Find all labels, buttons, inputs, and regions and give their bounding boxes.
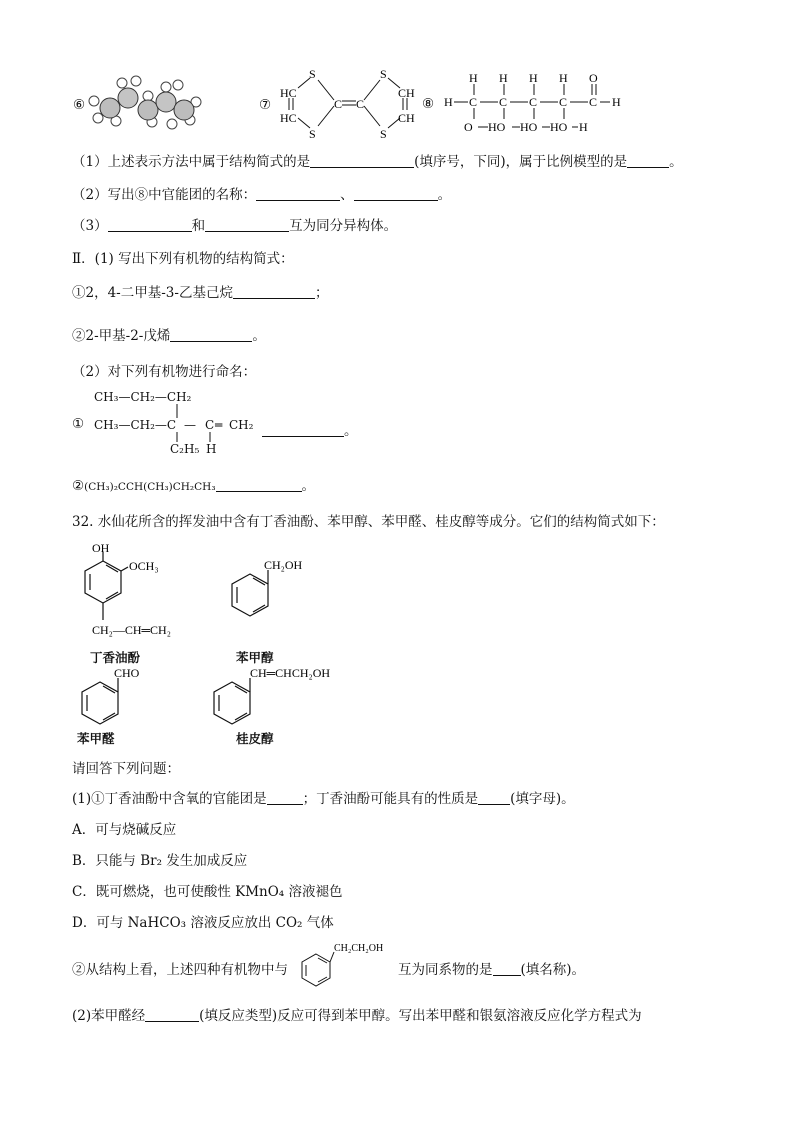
blank-reaction-type[interactable] — [145, 1007, 199, 1022]
s8-HO-3: HO — [550, 120, 568, 134]
q32-p1 — [72, 787, 575, 807]
s7-S-3: S — [380, 67, 387, 81]
s8-C-5: C — [589, 95, 598, 109]
s7-CH-2: CH — [398, 111, 415, 125]
s8-H-top-2: H — [499, 71, 508, 85]
q1-line2-text-a: （2）写出⑧中官能团的名称： — [72, 187, 257, 203]
s8-H-top-4: H — [559, 71, 568, 85]
eugenol-och3: OCH₃ — [129, 559, 159, 573]
cinnamyl-name: 桂皮醇 — [236, 731, 274, 746]
eugenol-structure — [78, 540, 208, 664]
option-c: C．既可燃烧，也可使酸性 KMnO₄ 溶液褪色 — [72, 884, 343, 900]
s7-HC-1: HC — [280, 86, 297, 100]
q1-line3 — [72, 214, 397, 234]
struct-row3-h: H — [206, 442, 217, 456]
s7-CH-1: CH — [398, 86, 415, 100]
label-7: ⑦ — [259, 97, 272, 113]
part2-item1-text: ①2，4-二甲基-3-乙基己烷 — [72, 285, 233, 301]
cinnamyl-alcohol-structure — [206, 664, 366, 726]
phenylethanol-structure — [300, 938, 400, 990]
struct-row1: CH₃—CH₂—CH₂ — [94, 390, 192, 404]
benzaldehyde-sub: CHO — [114, 666, 140, 680]
name2-label: ② — [72, 478, 85, 494]
blank-structural-formula[interactable] — [310, 153, 414, 168]
q32-p3 — [72, 1004, 642, 1024]
glucose-chain-structure — [440, 68, 628, 136]
struct-double-bond: ═ — [215, 418, 223, 432]
q32-intro: 32. 水仙花所含的挥发油中含有丁香油酚、苯甲醇、苯甲醛、桂皮醇等成分。它们的结构简式如下： — [72, 514, 665, 530]
q1-line2-end: 。 — [437, 187, 452, 203]
s7-S-1: S — [309, 67, 316, 81]
space-filling-model — [86, 74, 204, 132]
name1-label: ① — [72, 416, 85, 432]
branched-alkene-structure — [94, 390, 264, 462]
benzyl-alcohol-sub: CH₂OH — [264, 558, 303, 572]
blank-name2[interactable] — [216, 477, 302, 492]
part2-item2-end: 。 — [252, 328, 266, 344]
part2-heading: Ⅱ．(1) 写出下列有机物的结构简式： — [72, 251, 294, 267]
option-d: D．可与 NaHCO₃ 溶液反应放出 CO₂ 气体 — [72, 915, 334, 931]
naming-heading: （2）对下列有机物进行命名： — [72, 364, 257, 380]
q1-line2-sep: 、 — [340, 187, 354, 203]
s7-HC-2: HC — [280, 111, 297, 125]
blank-isomer-2[interactable] — [205, 217, 289, 232]
q32-p2-text-a: ②从结构上看，上述四种有机物中与 — [72, 962, 288, 978]
part2-item1-end: ； — [314, 285, 329, 301]
benzyl-alcohol-structure — [224, 556, 324, 620]
q32-p3-text-a: (2)苯甲醛经 — [72, 1008, 146, 1024]
q1-line3-and: 和 — [191, 218, 206, 234]
phenylethanol-sub: CH₂CH₂OH — [334, 943, 384, 954]
s7-C-1: C — [334, 97, 343, 111]
s8-H-left: H — [444, 95, 453, 109]
eugenol-oh: OH — [92, 541, 110, 555]
s8-H-top-1: H — [469, 71, 478, 85]
eugenol-name: 丁香油酚 — [90, 650, 141, 665]
blank-isomer-1[interactable] — [108, 217, 192, 232]
q32-p1-text-a: (1)①丁香油酚中含氧的官能团是 — [72, 791, 267, 807]
q32-p2-text-c: (填名称)。 — [520, 962, 586, 978]
blank-item1-structure[interactable] — [233, 284, 315, 299]
q32-p3-text-b: (填反应类型)反应可得到苯甲醇。写出苯甲醛和银氨溶液反应化学方程式为 — [199, 1008, 642, 1024]
struct-row2-main: CH₃—CH₂—C — [94, 418, 177, 432]
q32-p2-rest — [398, 958, 585, 978]
q1-line1-text-b: (填序号，下同)，属于比例模型的是 — [414, 154, 628, 170]
s8-H-top-3: H — [529, 71, 538, 85]
q1-line2 — [72, 183, 451, 203]
blank-name1[interactable] — [262, 422, 344, 437]
benzaldehyde-structure — [74, 664, 164, 726]
s8-C-2: C — [499, 95, 508, 109]
benzaldehyde-name: 苯甲醛 — [77, 731, 115, 746]
q32-p1-text-b: ；丁香油酚可能具有的性质是 — [302, 791, 479, 807]
name2-end: 。 — [301, 478, 316, 494]
q32-p1-text-c: (填字母)。 — [510, 791, 575, 807]
option-a: A．可与烧碱反应 — [72, 822, 177, 838]
q1-line3-text-a: （3） — [72, 218, 108, 234]
part2-item1 — [72, 281, 328, 301]
part2-item2 — [72, 324, 266, 344]
q32-p2-text-b: 互为同系物的是 — [398, 962, 493, 978]
s7-S-2: S — [309, 127, 316, 140]
name1-answer — [262, 419, 358, 439]
benzyl-alcohol-name: 苯甲醇 — [236, 650, 274, 665]
answer-prompt: 请回答下列问题： — [72, 761, 180, 777]
tetrathiafulvalene-structure — [272, 64, 420, 140]
blank-functional-group-2[interactable] — [354, 186, 438, 201]
blank-functional-group-1[interactable] — [256, 186, 340, 201]
name1-end: 。 — [344, 423, 358, 439]
s8-C-1: C — [469, 95, 478, 109]
s8-H-bottom: H — [579, 120, 588, 134]
s8-HO-2: HO — [520, 120, 538, 134]
blank-space-filling-model[interactable] — [627, 153, 669, 168]
label-8: ⑧ — [422, 96, 435, 112]
name2-line — [72, 474, 315, 494]
s8-C-3: C — [529, 95, 538, 109]
struct-row2-ch2: CH₂ — [229, 418, 254, 432]
label-6: ⑥ — [73, 97, 86, 113]
s7-C-2: C — [356, 97, 365, 111]
s7-S-4: S — [380, 127, 387, 140]
option-b: B．只能与 Br₂ 发生加成反应 — [72, 853, 248, 869]
struct-row2-c: C — [205, 418, 215, 432]
s8-HO-1: HO — [488, 120, 506, 134]
s8-O-top: O — [589, 71, 598, 85]
q1-line1-end: 。 — [669, 154, 683, 170]
s8-H-right: H — [612, 95, 621, 109]
blank-property-letters[interactable] — [478, 790, 510, 805]
blank-item2-structure[interactable] — [170, 327, 252, 342]
s8-O-bottom: O — [464, 120, 473, 134]
eugenol-chain: CH₂—CH═CH₂ — [92, 623, 171, 637]
struct-bond-1: — — [184, 418, 196, 432]
s8-C-4: C — [559, 95, 568, 109]
part2-item2-text: ②2-甲基-2-戊烯 — [72, 328, 171, 344]
name2-formula: (CH₃)₂CCH(CH₃)CH₂CH₃ — [84, 481, 216, 493]
blank-homolog-name[interactable] — [493, 961, 521, 976]
blank-oxygen-group[interactable] — [267, 790, 303, 805]
q1-line1 — [72, 150, 683, 170]
q1-line3-end: 互为同分异构体。 — [289, 218, 398, 234]
q1-line1-text-a: （1）上述表示方法中属于结构简式的是 — [72, 154, 311, 170]
cinnamyl-sub: CH═CHCH₂OH — [250, 666, 331, 680]
struct-row3-ethyl: C₂H₅ — [170, 442, 200, 456]
